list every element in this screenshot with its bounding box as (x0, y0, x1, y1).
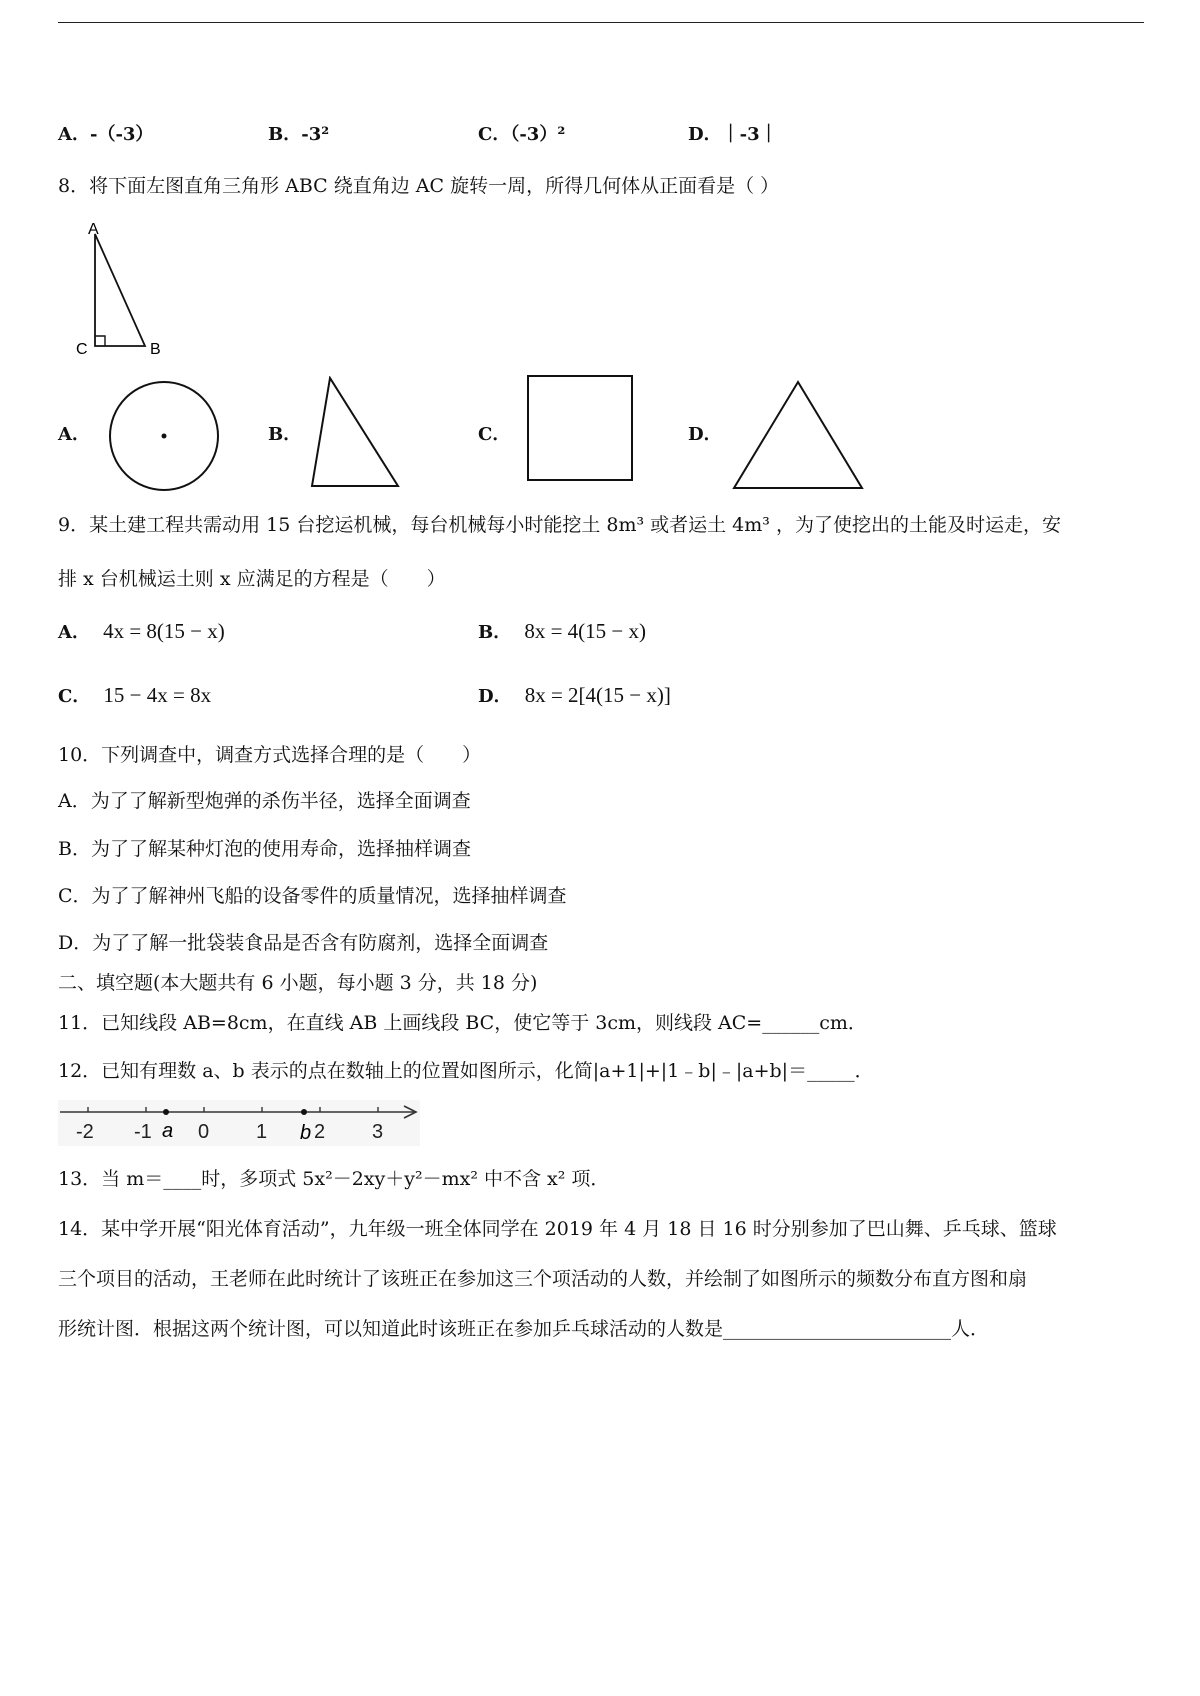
q7-option-b: B．-3² (268, 124, 330, 145)
point-a-dot (163, 1109, 169, 1115)
q10-option-d: D．为了了解一批袋装食品是否含有防腐剂，选择全面调查 (58, 932, 549, 954)
q10-option-a: A．为了了解新型炮弹的杀伤半径，选择全面调查 (58, 790, 471, 812)
q8-option-b-triangle (308, 376, 408, 492)
q8-option-c-label: C． (478, 424, 511, 445)
q7-option-a: A．-（-3） (58, 124, 154, 145)
q8-option-d-label: D． (688, 424, 722, 445)
q8-option-a-circle (104, 380, 224, 500)
q9-option-a: A． 4x = 8(15 − x) (58, 619, 225, 643)
q8-option-b-label: B． (268, 424, 302, 445)
q10-option-c: C．为了了解神州飞船的设备零件的质量情况，选择抽样调查 (58, 885, 567, 907)
q13-text: 13．当 m＝____时，多项式 5x²－2xy＋y²－mx² 中不含 x² 项． (58, 1168, 610, 1190)
vertex-c-label: C (76, 341, 88, 354)
q12-number-line (58, 1100, 420, 1146)
q9-option-c: C． 15 − 4x = 8x (58, 683, 212, 707)
vertex-a-label: A (88, 222, 99, 238)
q8-option-a-label: A． (58, 424, 90, 445)
q8-option-c-square (526, 374, 636, 486)
q11-text: 11．已知线段 AB=8cm，在直线 AB 上画线段 BC，使它等于 3cm，则线段 AC=______cm． (58, 1012, 867, 1034)
q14-line1: 14．某中学开展“阳光体育活动”，九年级一班全体同学在 2019 年 4 月 18 日 16 时分别参加了巴山舞、乒乓球、篮球 (58, 1218, 1057, 1240)
q14-line2: 三个项目的活动，王老师在此时统计了该班正在参加这三个项活动的人数，并绘制了如图所示的频数分布直方图和扇 (58, 1268, 1028, 1290)
point-a-label: a (162, 1120, 174, 1142)
q14-line3: 形统计图．根据这两个统计图，可以知道此时该班正在参加乒乓球活动的人数是________________________人． (58, 1318, 990, 1340)
q10-stem: 10．下列调查中，调查方式选择合理的是（ ） (58, 744, 482, 766)
tick-label: 2 (314, 1121, 326, 1143)
tick-label: 3 (372, 1121, 384, 1143)
q10-option-b: B．为了了解某种灯泡的使用寿命，选择抽样调查 (58, 838, 471, 860)
q8-stem: 8．将下面左图直角三角形 ABC 绕直角边 AC 旋转一周，所得几何体从正面看是（ ） (58, 175, 780, 197)
tick-label: 0 (198, 1121, 210, 1143)
vertex-b-label: B (150, 341, 161, 354)
tick-label: -1 (134, 1121, 152, 1143)
q9-option-b: B． 8x = 4(15 − x) (478, 619, 646, 643)
q9-option-d: D． 8x = 2[4(15 − x)] (478, 683, 671, 707)
q8-triangle-figure (70, 222, 180, 354)
header-rule (58, 22, 1144, 23)
q8-option-d-triangle (730, 378, 870, 494)
tick-label: -2 (76, 1121, 94, 1143)
q9-line1: 9．某土建工程共需动用 15 台挖运机械，每台机械每小时能挖土 8m³ 或者运土 4m³ ，为了使挖出的土能及时运走，安 (58, 514, 1061, 536)
point-b-dot (301, 1109, 307, 1115)
q7-option-c: C．（-3）² (478, 124, 566, 145)
q7-option-d: D．｜-3｜ (688, 124, 778, 145)
q9-line2: 排 x 台机械运土则 x 应满足的方程是（ ） (58, 568, 446, 590)
q12-text: 12．已知有理数 a、b 表示的点在数轴上的位置如图所示，化简|a+1|+|1﹣b|﹣|a+b|＝_____． (58, 1060, 874, 1082)
tick-label: 1 (256, 1121, 268, 1143)
section2-title: 二、填空题(本大题共有 6 小题，每小题 3 分，共 18 分) (58, 972, 538, 994)
point-b-label: b (300, 1122, 312, 1144)
